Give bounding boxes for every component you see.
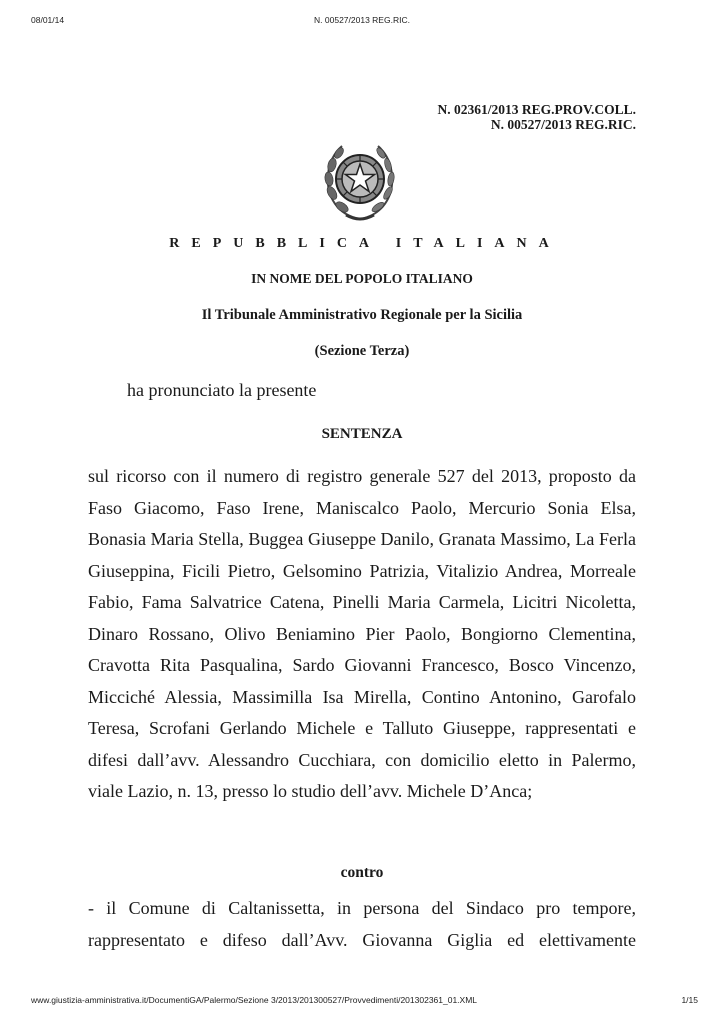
in-the-name-heading: IN NOME DEL POPOLO ITALIANO [251,271,473,286]
respondent-line: rappresentato e difeso dall’Avv. Giovanna Giglia ed elettivamente [88,929,636,950]
respondent-paragraph [88,893,636,956]
source-url: www.giustizia-amministrativa.it/DocumentiGA/Palermo/Sezione 3/2013/201300527/Provvedimenti/201302361_01.XML [31,995,478,1005]
print-date: 08/01/14 [31,15,65,25]
appeal-paragraph: sul ricorso con il numero di registro generale 527 del 2013, proposto da Faso Giacomo, Faso Irene, Maniscalco Paolo, Mercurio Sonia Elsa, Bonasia Maria Stella, Buggea Giuseppe Danilo, Granata Massimo, La Ferla Giuseppina, Ficili Pietro, Gelsomino Patrizia, Vitalizio Andrea, Morreale Fabio, Fama Salvatrice Catena, Pinelli Maria Carmela, Licitri Nicoletta, Dinaro Rossano, Olivo Beniamino Pier Paolo, Bongiorno Clementina, Cravotta Rita Pasqualina, Sardo Giovanni Francesco, Bosco Vincenzo, Micciché Alessia, Massimilla Isa Mirella, Contino Antonino, Garofalo Teresa, Scrofani Gerlando Michele e Talluto Giuseppe, rappresentati e difesi dall’avv. Alessandro Cucchiara, con domicilio eletto in Palermo, viale Lazio, n. 13, presso lo studio dell’avv. Michele D’Anca; [88,466,636,801]
sentence-title: SENTENZA [321,426,403,442]
registry-number-ric: N. 00527/2013 REG.RIC. [490,117,636,132]
tribunal-heading: Il Tribunale Amministrativo Regionale per la Sicilia [201,307,523,323]
print-header-title: N. 00527/2013 REG.RIC. [314,15,410,25]
pronouncement-line: ha pronunciato la presente [127,380,317,400]
registry-numbers [437,102,636,132]
section-heading: (Sezione Terza) [314,343,410,359]
respondent-line: - il Comune di Caltanissetta, in persona del Sindaco pro tempore, [88,898,636,918]
against-heading: contro [340,864,384,881]
page-number: 1/15 [681,995,698,1005]
republic-heading: REPUBBLICA ITALIANA [169,236,561,251]
registry-number-coll: N. 02361/2013 REG.PROV.COLL. [437,102,636,117]
italian-republic-emblem-icon [320,135,400,225]
